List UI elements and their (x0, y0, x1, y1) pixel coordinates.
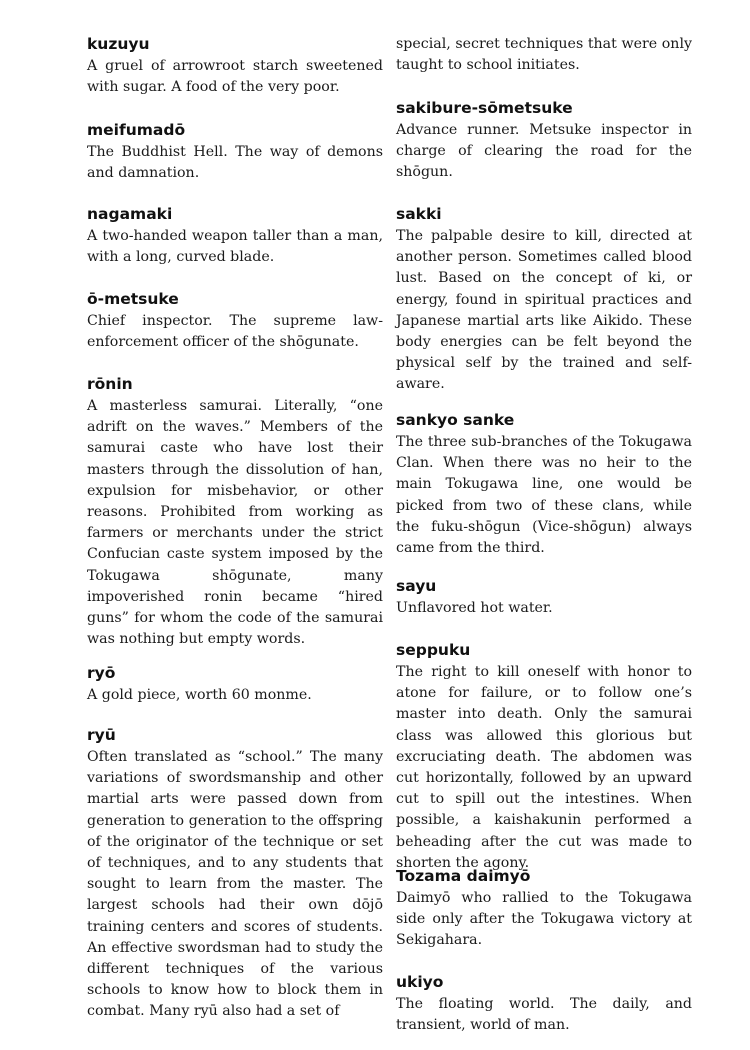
entry-definition: Advance runner. Metsuke inspector in charge of clearing the road for the shōgun. (396, 122, 692, 181)
entry-definition: A gruel of arrowroot starch sweetened with sugar. A food of the very poor. (87, 58, 383, 96)
glossary-entry (396, 576, 692, 619)
entry-definition: The Buddhist Hell. The way of demons and damnation. (87, 144, 383, 182)
glossary-entry (396, 98, 692, 184)
glossary-entry (87, 204, 383, 268)
entry-definition: The palpable desire to kill, directed at another person. Sometimes called blood lust. Based on the concept of ki, or energy, found in spiritual practices and Japanese martial arts like Aikido. These body energies can be felt beyond the physical self by the trained and self-aware. (396, 228, 692, 393)
glossary-entry (396, 972, 692, 1036)
glossary-entry (396, 866, 692, 952)
entry-definition: A masterless samurai. Literally, “one adrift on the waves.” Members of the samurai caste who have lost their masters through the dissolution of han, expulsion for misbehavior, or other reasons. Prohibited from working as farmers or merchants under the strict Confucian caste system imposed by the Tokugawa shōgunate, many impoverished ronin became “hired guns” for whom the code of the samurai was nothing but empty words. (87, 398, 383, 648)
continued-text: special, secret techniques that were only taught to school initiates. (396, 36, 692, 74)
glossary-entry (87, 289, 383, 353)
glossary-entry (396, 640, 692, 874)
entry-term: seppuku (396, 641, 471, 659)
entry-term: kuzuyu (87, 35, 150, 53)
entry-definition: Chief inspector. The supreme law-enforcement officer of the shōgunate. (87, 313, 383, 351)
entry-definition: The right to kill oneself with honor to atone for failure, or to follow one’s master into death. Only the samurai class was allowed this glorious but excruciating death. The abdomen was cut horizontally, followed by an upward cut to spill out the intestines. When possible, a kaishakunin performed a beheading after the cut was made to shorten the agony. (396, 664, 692, 871)
entry-term: ō-metsuke (87, 290, 179, 308)
glossary-entry (396, 410, 692, 559)
glossary-entry (87, 120, 383, 184)
entry-term: sakki (396, 205, 442, 223)
entry-definition: Often translated as “school.” The many variations of swordsmanship and other martial arts were passed down from generation to generation to the offspring of the originator of the technique or set of techniques, and to any students that sought to learn from the master. The largest schools had their own dōjō training centers and scores of students. An effective swordsman had to study the different techniques of the various schools to know how to block them in combat. Many ryū also had a set of (87, 749, 383, 1020)
entry-definition: A two-handed weapon taller than a man, with a long, curved blade. (87, 228, 383, 266)
continued-definition (396, 34, 692, 76)
entry-definition: The three sub-branches of the Tokugawa Clan. When there was no heir to the main Tokugawa line, one would be picked from two of these clans, while the fuku-shōgun (Vice-shōgun) always came from the third. (396, 434, 692, 557)
glossary-entry (396, 204, 692, 396)
entry-term: sakibure-sōmetsuke (396, 99, 573, 117)
entry-term: ukiyo (396, 973, 444, 991)
glossary-entry (87, 663, 383, 706)
entry-definition: Unflavored hot water. (396, 600, 553, 616)
glossary-entry (87, 34, 383, 98)
entry-definition: A gold piece, worth 60 monme. (87, 687, 312, 703)
entry-term: ryū (87, 726, 116, 744)
entry-term: Tozama daimyō (396, 867, 531, 885)
entry-term: rōnin (87, 375, 133, 393)
entry-term: meifumadō (87, 121, 186, 139)
entry-definition: The floating world. The daily, and transient, world of man. (396, 996, 692, 1034)
entry-definition: Daimyō who rallied to the Tokugawa side only after the Tokugawa victory at Sekigahara. (396, 890, 692, 949)
glossary-entry (87, 374, 383, 650)
glossary-entry (87, 725, 383, 1023)
entry-term: sayu (396, 577, 437, 595)
entry-term: ryō (87, 664, 116, 682)
entry-term: nagamaki (87, 205, 173, 223)
entry-term: sankyo sanke (396, 411, 515, 429)
